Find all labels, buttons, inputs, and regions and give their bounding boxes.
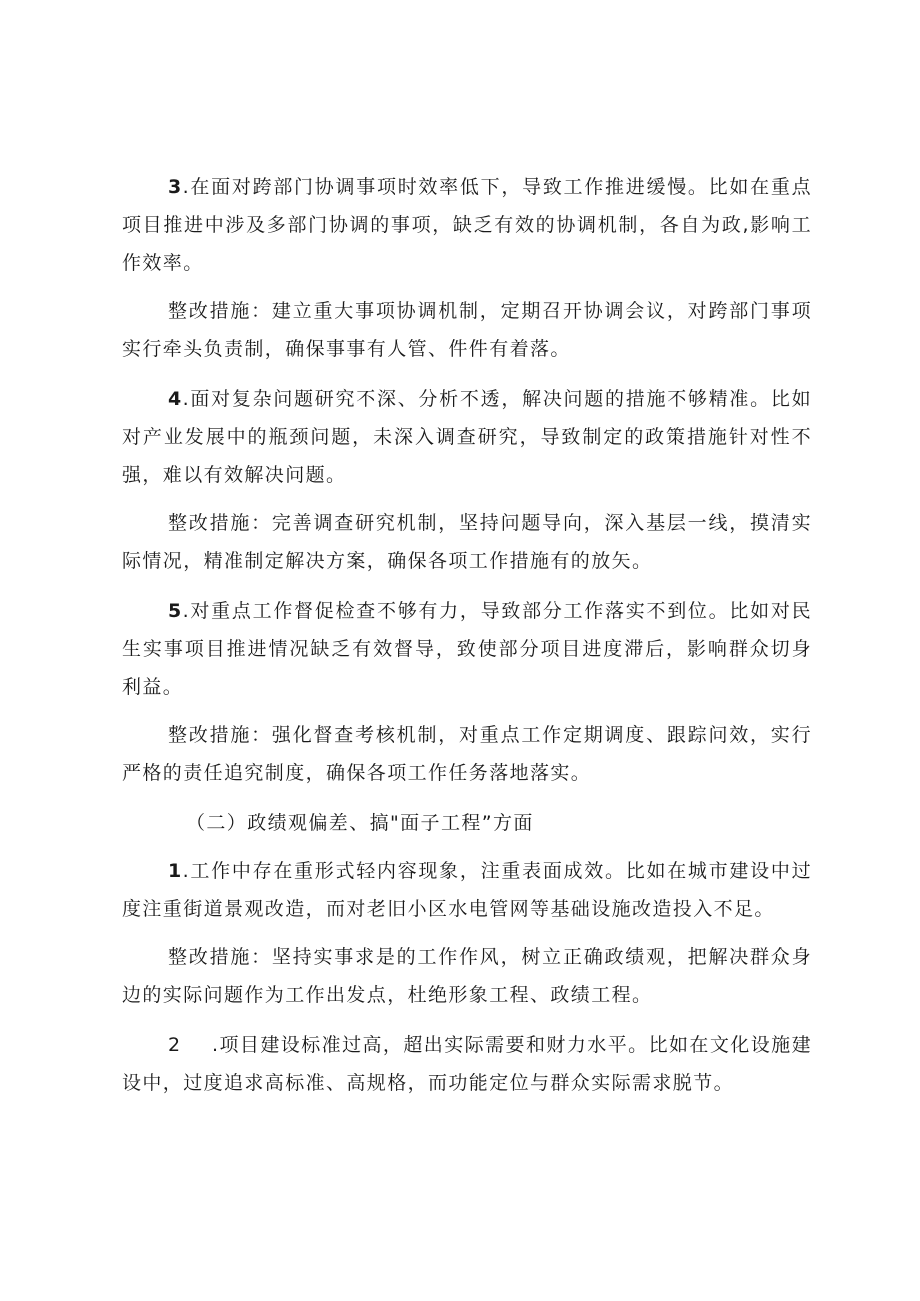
- section-item-1-paragraph: [122, 852, 812, 928]
- item-4-measure: 整改措施：完善调查研究机制，坚持问题导向，深入基层一线，摸清实际情况，精准制定解决方案，确保各项工作措施有的放矢。: [122, 512, 812, 572]
- item-5-measure: 整改措施：强化督查考核机制，对重点工作定期调度、跟踪问效，实行严格的责任追究制度，确保各项工作任务落地落实。: [122, 724, 812, 784]
- section-item-1-number: 1: [168, 860, 183, 882]
- item-3-paragraph: [122, 168, 812, 282]
- item-4-number: 4: [168, 388, 183, 410]
- item-5-number: 5: [168, 600, 183, 622]
- section-item-2-text: .项目建设标准过高，超出实际需要和财力水平。比如在文化设施建设中，过度追求高标准、高规格，而功能定位与群众实际需求脱节。: [122, 1034, 812, 1094]
- section-item-2-paragraph: [122, 1026, 812, 1102]
- section-item-1-measure: 整改措施：坚持实事求是的工作作风，树立正确政绩观，把解决群众身边的实际问题作为工作出发点，杜绝形象工程、政绩工程。: [122, 946, 812, 1006]
- item-3-number: 3: [168, 176, 183, 198]
- item-4-paragraph: [122, 380, 812, 494]
- item-5-text: .对重点工作督促检查不够有力，导致部分工作落实不到位。比如对民生实事项目推进情况缺乏有效督导，致使部分项目进度滞后，影响群众切身利益。: [122, 600, 812, 698]
- item-4-text: .面对复杂问题研究不深、分析不透，解决问题的措施不够精准。比如对产业发展中的瓶颈问题，未深入调查研究，导致制定的政策措施针对性不强，难以有效解决问题。: [122, 388, 812, 486]
- section-heading: （二）政绩观偏差、搞"面子工程”方面: [186, 812, 534, 834]
- item-3-text: .在面对跨部门协调事项时效率低下，导致工作推进缓慢。比如在重点项目推进中涉及多部门协调的事项，缺乏有效的协调机制，各自为政,影响工作效率。: [122, 176, 812, 274]
- item-5-paragraph: [122, 592, 812, 706]
- section-item-1-text: .工作中存在重形式轻内容现象，注重表面成效。比如在城市建设中过度注重街道景观改造，而对老旧小区水电管网等基础设施改造投入不足。: [122, 860, 812, 920]
- section-item-2-number: 2: [168, 1034, 182, 1056]
- document-body: [122, 168, 812, 1112]
- item-3-measure: 整改措施：建立重大事项协调机制，定期召开协调会议，对跨部门事项实行牵头负责制，确保事事有人管、件件有着落。: [122, 300, 812, 360]
